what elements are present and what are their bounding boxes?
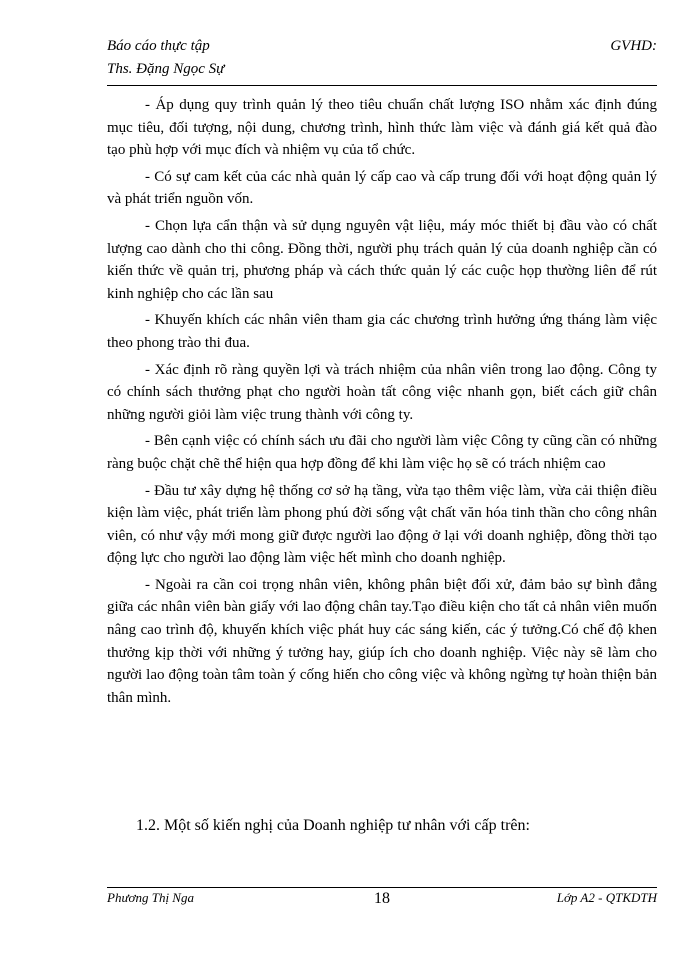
paragraph: - Đầu tư xây dựng hệ thống cơ sở hạ tầng, vừa tạo thêm việc làm, vừa cải thiện điều kiện làm việc, phát triển làm phong phú đời sống vật chất văn hóa tinh thần cho công nhân viên, có như vậy mới mong giữ được người lao động ở lại với doanh nghiệp, đồng thời tạo động lực cho người lao động làm việc hết mình cho doanh nghiệp.: [107, 482, 657, 567]
page-header: [107, 38, 657, 84]
page-number: 18: [374, 890, 390, 907]
header-divider: [107, 85, 657, 86]
paragraph: - Bên cạnh việc có chính sách ưu đãi cho người làm việc Công ty cũng cần có những ràng buộc chặt chẽ thể hiện qua hợp đồng để khi làm việc họ sẽ có trách nhiệm cao: [107, 433, 657, 472]
paragraph: - Ngoài ra cần coi trọng nhân viên, không phân biệt đối xử, đảm bảo sự bình đẳng giữa các nhân viên bàn giấy với lao động chân tay.Tạo điều kiện cho tất cả nhân viên muốn nâng cao trình độ, khuyến khích việc phát huy các sáng kiến, các ý tưởng.Có chế độ khen thưởng kịp thời với những ý tưởng hay, giúp ích cho doanh nghiệp. Việc này sẽ làm cho người lao động toàn tâm toàn ý cống hiến cho công việc và không ngừng tự hoàn thiện bản thân mình.: [107, 576, 657, 706]
paragraph: - Khuyến khích các nhân viên tham gia các chương trình hưởng ứng tháng làm việc theo phong trào thi đua.: [107, 312, 657, 351]
document-body: [107, 94, 657, 709]
supervisor-label: GVHD:: [610, 38, 657, 54]
supervisor-name: Ths. Đặng Ngọc Sự: [107, 61, 225, 77]
footer-divider: [107, 887, 657, 888]
section-heading: 1.2. Một số kiến nghị của Doanh nghiệp tư nhân với cấp trên:: [136, 817, 530, 834]
paragraph: - Xác định rõ ràng quyền lợi và trách nhiệm của nhân viên trong lao động. Công ty có chính sách thưởng phạt cho người hoàn tất công việc nhanh gọn, biết cách giữ chân những người giỏi làm việc trung thành với công ty.: [107, 361, 657, 423]
author-name: Phương Thị Nga: [107, 890, 194, 905]
report-title: Báo cáo thực tập: [107, 38, 210, 54]
paragraph: - Có sự cam kết của các nhà quản lý cấp cao và cấp trung đối với hoạt động quản lý và phát triển nguồn vốn.: [107, 168, 657, 208]
class-name: Lớp A2 - QTKDTH: [556, 890, 657, 905]
paragraph: - Chọn lựa cẩn thận và sử dụng nguyên vật liệu, máy móc thiết bị đầu vào có chất lượng cao dành cho thi công. Đồng thời, người phụ trách quản lý của doanh nghiệp cần có kiến thức về quản trị, phương pháp và cách thức quản lý các cuộc họp thường liên để rút kinh nghiệp cho các lần sau: [107, 217, 657, 302]
paragraph: - Áp dụng quy trình quản lý theo tiêu chuẩn chất lượng ISO nhằm xác định đúng mục tiêu, đối tượng, nội dung, chương trình, hình thức làm việc và đánh giá kết quả đào tạo phù hợp với mục đích và nhiệm vụ của tổ chức.: [107, 97, 657, 159]
page-footer: [107, 890, 657, 912]
